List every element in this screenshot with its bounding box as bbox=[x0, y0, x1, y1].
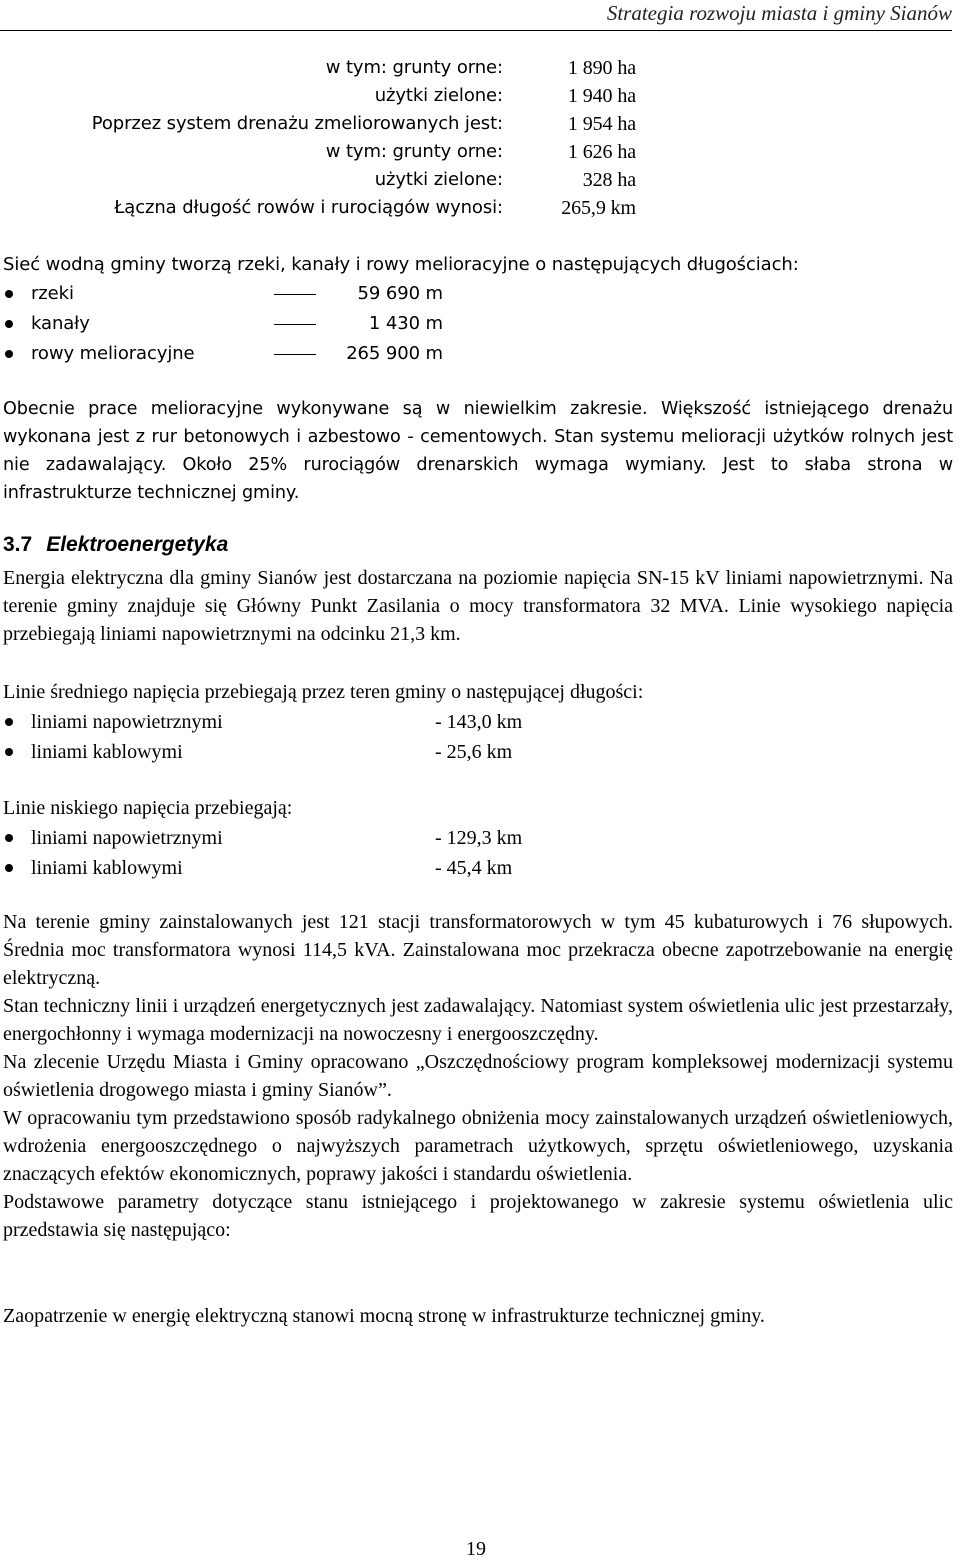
stat-row bbox=[3, 138, 953, 166]
medium-item-label: liniami kablowymi bbox=[31, 741, 183, 763]
water-item bbox=[3, 280, 953, 308]
dash-line bbox=[274, 294, 316, 295]
document-title: Strategia rozwoju miasta i gminy Sianów bbox=[606, 1, 952, 25]
water-item bbox=[3, 340, 953, 368]
water-network bbox=[3, 251, 953, 368]
water-item-value: 265 900 m bbox=[346, 343, 443, 364]
bullet-icon bbox=[5, 834, 13, 842]
conclusion-section bbox=[3, 1302, 953, 1330]
stat-row bbox=[3, 54, 953, 82]
energy-section bbox=[3, 564, 953, 648]
parameters-paragraph: Podstawowe parametry dotyczące stanu istniejącego i projektowanego w zakresie systemu oświetlenia ulic przedstawia się następująco: bbox=[3, 1191, 953, 1241]
medium-item bbox=[3, 708, 953, 736]
bullet-icon bbox=[5, 350, 13, 358]
page-header bbox=[0, 0, 952, 31]
stat-label: użytki zielone: bbox=[374, 169, 503, 190]
land-stats bbox=[3, 54, 953, 222]
bullet-icon bbox=[5, 290, 13, 298]
study-paragraph: W opracowaniu tym przedstawiono sposób radykalnego obniżenia mocy zainstalowanych urządzeń oświetleniowych, wdrożenia energooszczędnego o najwyższych parametrach użytkowych, sprzętu oświetleniowego, uzyskania znaczących efektów ekonomicznych, poprawy jakości i standardu oświetlenia. bbox=[3, 1107, 953, 1185]
section-number: 3.7 bbox=[3, 533, 33, 556]
bullet-icon bbox=[5, 320, 13, 328]
dash-line bbox=[274, 324, 316, 325]
stat-row bbox=[3, 194, 953, 222]
section-title: Elektroenergetyka bbox=[46, 533, 229, 556]
medium-voltage bbox=[3, 678, 953, 766]
stat-row bbox=[3, 110, 953, 138]
low-intro: Linie niskiego napięcia przebiegają: bbox=[3, 797, 293, 819]
stat-label: Łączna długość rowów i rurociągów wynosi: bbox=[114, 197, 503, 218]
stat-label: użytki zielone: bbox=[374, 85, 503, 106]
stat-label: w tym: grunty orne: bbox=[325, 57, 503, 78]
stat-row bbox=[3, 166, 953, 194]
medium-item-value: - 143,0 km bbox=[435, 711, 523, 733]
water-item bbox=[3, 310, 953, 338]
water-intro: Sieć wodną gminy tworzą rzeki, kanały i rowy melioracyjne o następujących długościach: bbox=[3, 254, 799, 275]
low-voltage bbox=[3, 794, 953, 882]
stat-label: w tym: grunty orne: bbox=[325, 141, 503, 162]
stat-value: 1 890 ha bbox=[567, 57, 636, 79]
low-item-value: - 129,3 km bbox=[435, 827, 523, 849]
stations-paragraph: Na terenie gminy zainstalowanych jest 121 stacji transformatorowych w tym 45 kubaturowych i 76 słupowych. Średnia moc transformatora wynosi 114,5 kVA. Zainstalowana moc przekracza obecne zapotrzebowanie na energię elektryczną. bbox=[3, 911, 953, 989]
stat-value: 265,9 km bbox=[561, 197, 636, 219]
dash-line bbox=[274, 354, 316, 355]
stat-value: 1 954 ha bbox=[567, 113, 636, 135]
bullet-icon bbox=[5, 748, 13, 756]
conclusion-paragraph: Zaopatrzenie w energię elektryczną stanowi mocną stronę w infrastrukturze technicznej gminy. bbox=[3, 1305, 765, 1327]
stat-row bbox=[3, 82, 953, 110]
program-paragraph: Na zlecenie Urzędu Miasta i Gminy opracowano „Oszczędnościowy program kompleksowej modernizacji systemu oświetlenia drogowego miasta i gminy Sianów”. bbox=[3, 1051, 953, 1101]
medium-item bbox=[3, 738, 953, 766]
stat-value: 1 940 ha bbox=[567, 85, 636, 107]
stations-section bbox=[3, 908, 953, 1244]
melioration-section bbox=[3, 395, 953, 507]
medium-item-value: - 25,6 km bbox=[435, 741, 513, 763]
section-heading bbox=[3, 531, 228, 559]
water-item-label: rzeki bbox=[31, 283, 74, 304]
medium-item-label: liniami napowietrznymi bbox=[31, 711, 223, 733]
low-item bbox=[3, 854, 953, 882]
water-item-label: rowy melioracyjne bbox=[31, 343, 195, 364]
medium-intro: Linie średniego napięcia przebiegają przez teren gminy o następującej długości: bbox=[3, 681, 644, 703]
low-item-label: liniami napowietrznymi bbox=[31, 827, 223, 849]
page-number: 19 bbox=[466, 1538, 486, 1560]
low-item bbox=[3, 824, 953, 852]
low-item-label: liniami kablowymi bbox=[31, 857, 183, 879]
bullet-icon bbox=[5, 718, 13, 726]
water-item-label: kanały bbox=[31, 313, 90, 334]
water-item-value: 1 430 m bbox=[368, 313, 443, 334]
water-item-value: 59 690 m bbox=[357, 283, 443, 304]
stat-value: 328 ha bbox=[582, 169, 636, 191]
stat-label: Poprzez system drenażu zmeliorowanych jest: bbox=[91, 113, 503, 134]
condition-paragraph: Stan techniczny linii i urządzeń energetycznych jest zadawalający. Natomiast system oświetlenia ulic jest przestarzały, energochłonny i wymaga modernizacji na nowoczesny i energooszczędny. bbox=[3, 995, 953, 1045]
energy-paragraph: Energia elektryczna dla gminy Sianów jest dostarczana na poziomie napięcia SN-15 kV liniami napowietrznymi. Na terenie gminy znajduje się Główny Punkt Zasilania o mocy transformatora 32 MVA. Linie wysokiego napięcia przebiegają liniami napowietrznymi na odcinku 21,3 km. bbox=[3, 567, 953, 645]
stat-value: 1 626 ha bbox=[567, 141, 636, 163]
melioration-paragraph: Obecnie prace melioracyjne wykonywane są w niewielkim zakresie. Większość istniejącego drenażu wykonana jest z rur betonowych i azbestowo - cementowych. Stan systemu melioracji użytków rolnych jest nie zadawalający. Około 25% rurociągów drenarskich wymaga wymiany. Jest to słaba strona w infrastrukturze technicznej gminy. bbox=[3, 399, 953, 503]
bullet-icon bbox=[5, 864, 13, 872]
low-item-value: - 45,4 km bbox=[435, 857, 513, 879]
